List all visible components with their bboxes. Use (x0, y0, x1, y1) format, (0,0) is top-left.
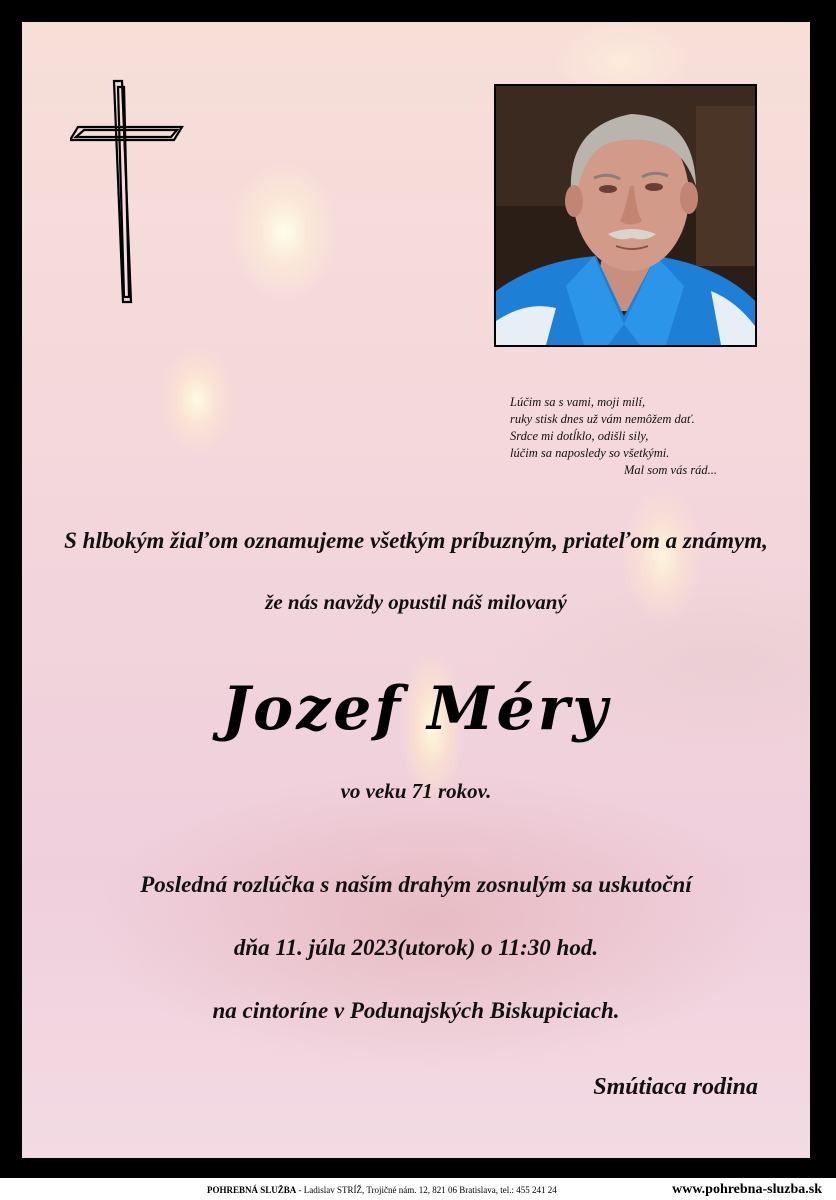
age-text: vo veku 71 rokov. (340, 779, 492, 803)
footer-company-info (207, 1185, 557, 1195)
obituary-card (22, 22, 810, 1158)
cross-icon (70, 79, 184, 304)
funeral-line-1: Posledná rozlúčka s naším drahým zosnulým sa uskutoční (140, 872, 692, 897)
poem-line: Lúčim sa s vami, moji milí, (510, 395, 646, 409)
poem-line: ruky stisk dnes už vám nemôžem dať. (510, 412, 695, 426)
poem-line: lúčim sa naposledy so všetkými. (510, 446, 670, 460)
funeral-date: dňa 11. júla 2023(utorok) o 11:30 hod. (233, 935, 599, 960)
farewell-poem (510, 394, 790, 479)
footer-company: POHREBNÁ SLUŽBA (207, 1185, 297, 1195)
footer-website-link[interactable]: www.pohrebna-sluzba.sk (672, 1182, 822, 1197)
deceased-name: Jozef Méry (221, 674, 611, 744)
poem-closing: Mal som vás rád... (624, 463, 718, 477)
announcement-line-1: S hlbokým žiaľom oznamujeme všetkým príbuzným, priateľom a známym, (64, 528, 768, 553)
funeral-place: na cintoríne v Podunajských Biskupiciach. (212, 998, 620, 1023)
portrait-photo (494, 84, 757, 347)
footer-details: - Ladislav STRÍŽ, Trojičné nám. 12, 821 06 Bratislava, tel.: 455 241 24 (296, 1185, 557, 1195)
footer (0, 1180, 836, 1200)
family-signature: Smútiaca rodina (593, 1074, 758, 1100)
poem-line: Srdce mi dotĺklo, odišli sily, (510, 429, 649, 443)
announcement-line-2: že nás navždy opustil náš milovaný (265, 590, 567, 614)
